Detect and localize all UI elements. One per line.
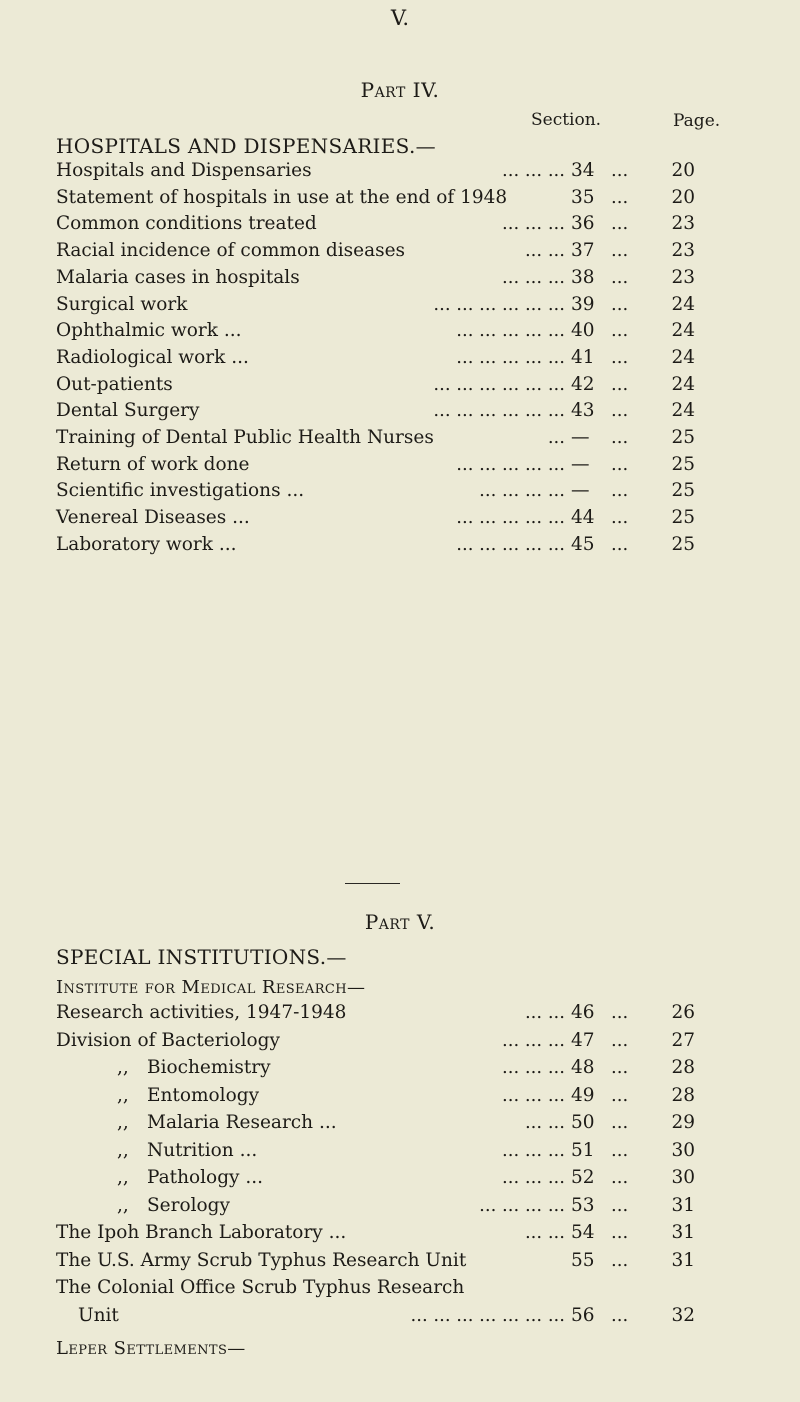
toc-entry-page: 23: [671, 213, 695, 235]
leader-dots: ...: [611, 1112, 629, 1133]
toc-entry-page: 31: [671, 1194, 695, 1216]
leader-dots: ...: [611, 1139, 629, 1161]
leader-dots: ... ...: [524, 1222, 565, 1243]
toc-entry-label: Statement of hospitals in use at the end of 1948: [56, 186, 508, 208]
toc-entry-section: 35: [571, 186, 595, 208]
column-header-page: Page.: [673, 111, 721, 131]
leader-dots: ... ... ...: [502, 1084, 565, 1106]
toc-entry-label: Ophthalmic work ...: [56, 320, 242, 342]
toc-entry-page: 30: [671, 1167, 695, 1188]
toc-entry: [0, 1167, 800, 1194]
leader-dots: ... ... ... ... ...: [456, 507, 565, 529]
toc-entry-label: Training of Dental Public Health Nurses: [56, 427, 434, 448]
toc-entry-label: Unit: [78, 1304, 119, 1326]
toc-entry: [0, 374, 800, 401]
toc-entry: [0, 213, 800, 240]
toc-entry-page: 20: [671, 186, 695, 208]
toc-entry: [0, 1030, 800, 1057]
toc-entry: [0, 1085, 800, 1112]
toc-entry-section: 55: [571, 1249, 595, 1271]
page-number: V.: [390, 6, 410, 30]
toc-entry-page: 24: [671, 400, 695, 422]
toc-entry-page: 25: [671, 453, 695, 475]
toc-entry-section: 38: [571, 266, 595, 288]
toc-entry-page: 26: [671, 1002, 695, 1023]
toc-entry-section: 36: [571, 213, 595, 235]
toc-entry-section: 42: [571, 373, 595, 395]
toc-entry: [0, 1112, 800, 1139]
leader-dots: ...: [611, 240, 629, 262]
toc-entry-label: Nutrition ...: [147, 1139, 258, 1161]
toc-entry: [0, 1195, 800, 1222]
toc-entry-page: 24: [671, 320, 695, 342]
leader-dots: ...: [611, 533, 629, 555]
leader-dots: ...: [611, 1167, 629, 1188]
leader-dots: ... ... ... ... ...: [456, 453, 565, 475]
toc-entry-page: 31: [671, 1222, 695, 1243]
leader-dots: ... ... ...: [502, 160, 565, 181]
toc-entry-label: The Ipoh Branch Laboratory ...: [56, 1222, 347, 1243]
leader-dots: ...: [611, 1304, 629, 1326]
toc-entry-label: Serology: [147, 1194, 230, 1216]
toc-entry-label: Scientific investigations ...: [56, 480, 305, 502]
toc-entry: [0, 1057, 800, 1084]
toc-entry: [0, 427, 800, 454]
toc-entry-label: Out-patients: [56, 373, 173, 395]
toc-entry-section: 34: [571, 160, 595, 181]
toc-entry-label: Malaria cases in hospitals: [56, 266, 300, 288]
toc-entry: [0, 507, 800, 534]
leader-dots: ...: [611, 160, 629, 181]
leader-dots: ...: [611, 266, 629, 288]
toc-entry-section: 43: [571, 400, 595, 422]
toc-entry-page: 32: [671, 1304, 695, 1326]
toc-entry-section: 39: [571, 293, 595, 315]
toc-entry-page: 24: [671, 293, 695, 315]
ditto-mark: ,,: [117, 1167, 129, 1188]
toc-entry: [0, 347, 800, 374]
toc-entry: [0, 1277, 800, 1304]
toc-entry: [0, 240, 800, 267]
leader-dots: ...: [611, 1029, 629, 1051]
leader-dots: ...: [611, 1084, 629, 1106]
toc-entry: [0, 267, 800, 294]
leader-dots: ... ... ... ... ... ... ...: [410, 1304, 565, 1326]
toc-entry: [0, 1222, 800, 1249]
toc-entry-label: Pathology ...: [147, 1167, 264, 1188]
leader-dots: ... ...: [524, 1002, 565, 1023]
toc-entry-label: Division of Bacteriology: [56, 1029, 280, 1051]
toc-entry-label: Surgical work: [56, 293, 188, 315]
toc-entry-section: —: [571, 427, 590, 448]
leader-dots: ...: [611, 293, 629, 315]
toc-entry-section: 48: [571, 1057, 595, 1078]
toc-entry-label: The U.S. Army Scrub Typhus Research Unit: [56, 1249, 467, 1271]
leader-dots: ... ... ... ...: [479, 1194, 565, 1216]
toc-entry-section: 54: [571, 1222, 595, 1243]
toc-entry-section: 56: [571, 1304, 595, 1326]
toc-entry: [0, 294, 800, 321]
leader-dots: ...: [611, 1222, 629, 1243]
toc-entry: [0, 187, 800, 214]
leader-dots: ...: [611, 373, 629, 395]
part-v-title: Part V.: [364, 910, 436, 934]
leader-dots: ... ... ...: [502, 213, 565, 235]
toc-entry-page: 25: [671, 480, 695, 502]
toc-entry-section: 46: [571, 1002, 595, 1023]
leader-dots: ...: [611, 1057, 629, 1078]
toc-entry-label: Dental Surgery: [56, 400, 200, 422]
leader-dots: ...: [611, 427, 629, 448]
toc-entry-page: 28: [671, 1057, 695, 1078]
toc-entry-page: 31: [671, 1249, 695, 1271]
section-heading-special-institutions: SPECIAL INSTITUTIONS.—: [56, 945, 347, 969]
toc-entry-page: 25: [671, 427, 695, 448]
toc-entry: [0, 160, 800, 187]
ditto-mark: ,,: [117, 1194, 129, 1216]
leader-dots: ... ... ... ... ...: [456, 320, 565, 342]
toc-entry-section: 50: [571, 1112, 595, 1133]
leader-dots: ... ... ... ...: [479, 480, 565, 502]
leader-dots: ... ... ... ... ... ...: [433, 373, 565, 395]
leader-dots: ...: [611, 320, 629, 342]
subheading-institute: Institute for Medical Research—: [56, 977, 366, 998]
leader-dots: ...: [611, 1194, 629, 1216]
ditto-mark: ,,: [117, 1084, 129, 1106]
toc-entry: [0, 1305, 800, 1332]
leader-dots: ... ... ...: [502, 1167, 565, 1188]
toc-entry-page: 23: [671, 266, 695, 288]
toc-entry-page: 28: [671, 1084, 695, 1106]
toc-entry-label: Radiological work ...: [56, 346, 249, 368]
subheading-leper-settlements: Leper Settlements—: [56, 1338, 246, 1359]
toc-entry-section: 51: [571, 1139, 595, 1161]
leader-dots: ... ... ...: [502, 1057, 565, 1078]
toc-entry-label: Research activities, 1947-1948: [56, 1002, 347, 1023]
toc-entry-page: 23: [671, 240, 695, 262]
toc-entry-label: Venereal Diseases ...: [56, 507, 250, 529]
leader-dots: ... ...: [524, 1112, 565, 1133]
toc-entry-section: 45: [571, 533, 595, 555]
toc-entry-section: 47: [571, 1029, 595, 1051]
section-heading-hospitals: HOSPITALS AND DISPENSARIES.—: [56, 134, 436, 158]
toc-entry-label: Return of work done: [56, 453, 250, 475]
toc-entry: [0, 400, 800, 427]
leader-dots: ... ... ...: [502, 1029, 565, 1051]
toc-entry-label: Laboratory work ...: [56, 533, 237, 555]
toc-entry-label: Hospitals and Dispensaries: [56, 160, 312, 181]
toc-entry-page: 24: [671, 373, 695, 395]
column-header-section: Section.: [531, 110, 602, 130]
toc-entry-label: Malaria Research ...: [147, 1112, 337, 1133]
toc-entry-section: 41: [571, 346, 595, 368]
leader-dots: ... ... ... ... ...: [456, 533, 565, 555]
toc-entry-page: 25: [671, 533, 695, 555]
toc-entry-label: The Colonial Office Scrub Typhus Research: [56, 1277, 465, 1298]
leader-dots: ... ... ...: [502, 266, 565, 288]
toc-entry-page: 27: [671, 1029, 695, 1051]
leader-dots: ...: [611, 1002, 629, 1023]
part-iv-title: Part IV.: [360, 78, 440, 102]
toc-entry-page: 29: [671, 1112, 695, 1133]
toc-entry: [0, 1002, 800, 1029]
toc-entry-label: Entomology: [147, 1084, 260, 1106]
leader-dots: ...: [611, 186, 629, 208]
toc-entry-label: Racial incidence of common diseases: [56, 240, 406, 262]
toc-entry: [0, 320, 800, 347]
toc-entry-page: 30: [671, 1139, 695, 1161]
leader-dots: ... ... ...: [502, 1139, 565, 1161]
toc-entry: [0, 1250, 800, 1277]
ditto-mark: ,,: [117, 1139, 129, 1161]
leader-dots: ...: [611, 400, 629, 422]
toc-entry-label: Biochemistry: [147, 1057, 271, 1078]
leader-dots: ... ... ... ... ... ...: [433, 400, 565, 422]
leader-dots: ...: [611, 507, 629, 529]
toc-entry: [0, 454, 800, 481]
toc-entry-page: 25: [671, 507, 695, 529]
toc-entry-section: —: [571, 480, 590, 502]
toc-entry: [0, 480, 800, 507]
toc-entry-section: 37: [571, 240, 595, 262]
toc-entry-section: 52: [571, 1167, 595, 1188]
toc-entry-page: 24: [671, 346, 695, 368]
toc-entry: [0, 1140, 800, 1167]
toc-entry-page: 20: [671, 160, 695, 181]
ditto-mark: ,,: [117, 1112, 129, 1133]
leader-dots: ...: [547, 427, 565, 448]
leader-dots: ... ...: [524, 240, 565, 262]
leader-dots: ...: [611, 453, 629, 475]
leader-dots: ...: [611, 480, 629, 502]
toc-entry-label: Common conditions treated: [56, 213, 317, 235]
toc-entry-section: 44: [571, 507, 595, 529]
toc-entry-section: —: [571, 453, 590, 475]
toc-entry-section: 49: [571, 1084, 595, 1106]
leader-dots: ... ... ... ... ...: [456, 346, 565, 368]
leader-dots: ... ... ... ... ... ...: [433, 293, 565, 315]
divider-rule: [345, 883, 400, 884]
toc-entry: [0, 534, 800, 561]
leader-dots: ...: [611, 346, 629, 368]
toc-entry-section: 53: [571, 1194, 595, 1216]
toc-entry-section: 40: [571, 320, 595, 342]
leader-dots: ...: [611, 1249, 629, 1271]
leader-dots: ...: [611, 213, 629, 235]
ditto-mark: ,,: [117, 1057, 129, 1078]
